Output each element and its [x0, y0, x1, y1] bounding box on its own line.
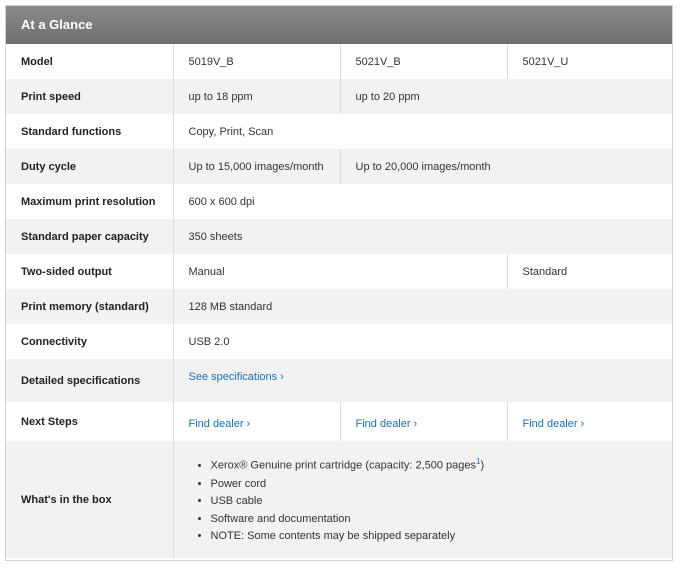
table-row — [6, 79, 672, 114]
row-label: Maximum print resolution — [6, 184, 173, 219]
table-row — [6, 114, 672, 149]
chevron-right-icon: › — [280, 371, 284, 383]
chevron-right-icon: › — [580, 417, 585, 430]
table-row — [6, 402, 672, 441]
row-label: Print speed — [6, 79, 173, 114]
see-specifications-link[interactable] — [189, 371, 284, 383]
cell-value: USB 2.0 — [173, 324, 672, 359]
cell-value: Copy, Print, Scan — [173, 114, 672, 149]
find-dealer-link[interactable] — [523, 418, 585, 430]
list-item: • USB cable — [211, 493, 673, 511]
cell-value — [173, 402, 340, 441]
table-row — [6, 219, 672, 254]
row-label: Model — [6, 44, 173, 79]
list-item: • Power cord — [211, 476, 673, 494]
row-label: Duty cycle — [6, 149, 173, 184]
cell-value: 5021V_U — [507, 44, 672, 79]
link-label: Find dealer — [522, 417, 578, 430]
row-label: What's in the box — [6, 441, 173, 558]
chevron-right-icon: › — [413, 417, 418, 430]
cell-value — [340, 402, 507, 441]
link-label: Find dealer — [355, 417, 411, 430]
list-item: • Xerox® Genuine print cartridge (capacity: 2,500 pages$^1$) — [211, 453, 673, 475]
cell-value: 5019V_B — [173, 44, 340, 79]
table-row — [6, 441, 672, 558]
panel-title: At a Glance — [6, 6, 672, 44]
find-dealer-link[interactable] — [189, 418, 251, 430]
row-label: Detailed specifications — [6, 359, 173, 402]
cell-value: 128 MB standard — [173, 289, 672, 324]
cell-value: up to 18 ppm — [173, 79, 340, 114]
row-label: Two-sided output — [6, 254, 173, 289]
in-box-list — [186, 453, 673, 545]
cell-value: 350 sheets — [173, 219, 672, 254]
cell-value: Up to 15,000 images/month — [173, 149, 340, 184]
link-label: See specifications — [188, 371, 278, 383]
cell-value: 600 x 600 dpi — [173, 184, 672, 219]
cell-value — [173, 359, 672, 402]
table-row — [6, 149, 672, 184]
table-row — [6, 254, 672, 289]
cell-value — [173, 441, 672, 558]
footnote-marker[interactable]: 1 — [476, 457, 481, 467]
row-label: Print memory (standard) — [6, 289, 173, 324]
cell-value: Manual — [173, 254, 507, 289]
find-dealer-link[interactable] — [356, 418, 418, 430]
row-label: Standard functions — [6, 114, 173, 149]
chevron-right-icon: › — [246, 417, 251, 430]
cell-value: 5021V_B — [340, 44, 507, 79]
specs-table — [6, 44, 672, 558]
cell-value: Standard — [507, 254, 672, 289]
list-item: • Software and documentation — [211, 511, 673, 529]
link-label: Find dealer — [188, 417, 244, 430]
cell-value: Up to 20,000 images/month — [340, 149, 672, 184]
table-row — [6, 324, 672, 359]
list-item: • NOTE: Some contents may be shipped separately — [211, 528, 673, 546]
row-label: Connectivity — [6, 324, 173, 359]
cell-value: up to 20 ppm — [340, 79, 672, 114]
table-row — [6, 289, 672, 324]
cell-value — [507, 402, 672, 441]
row-label: Next Steps — [6, 402, 173, 441]
table-row — [6, 359, 672, 402]
table-row — [6, 184, 672, 219]
table-row — [6, 44, 672, 79]
row-label: Standard paper capacity — [6, 219, 173, 254]
at-a-glance-panel — [5, 5, 673, 561]
